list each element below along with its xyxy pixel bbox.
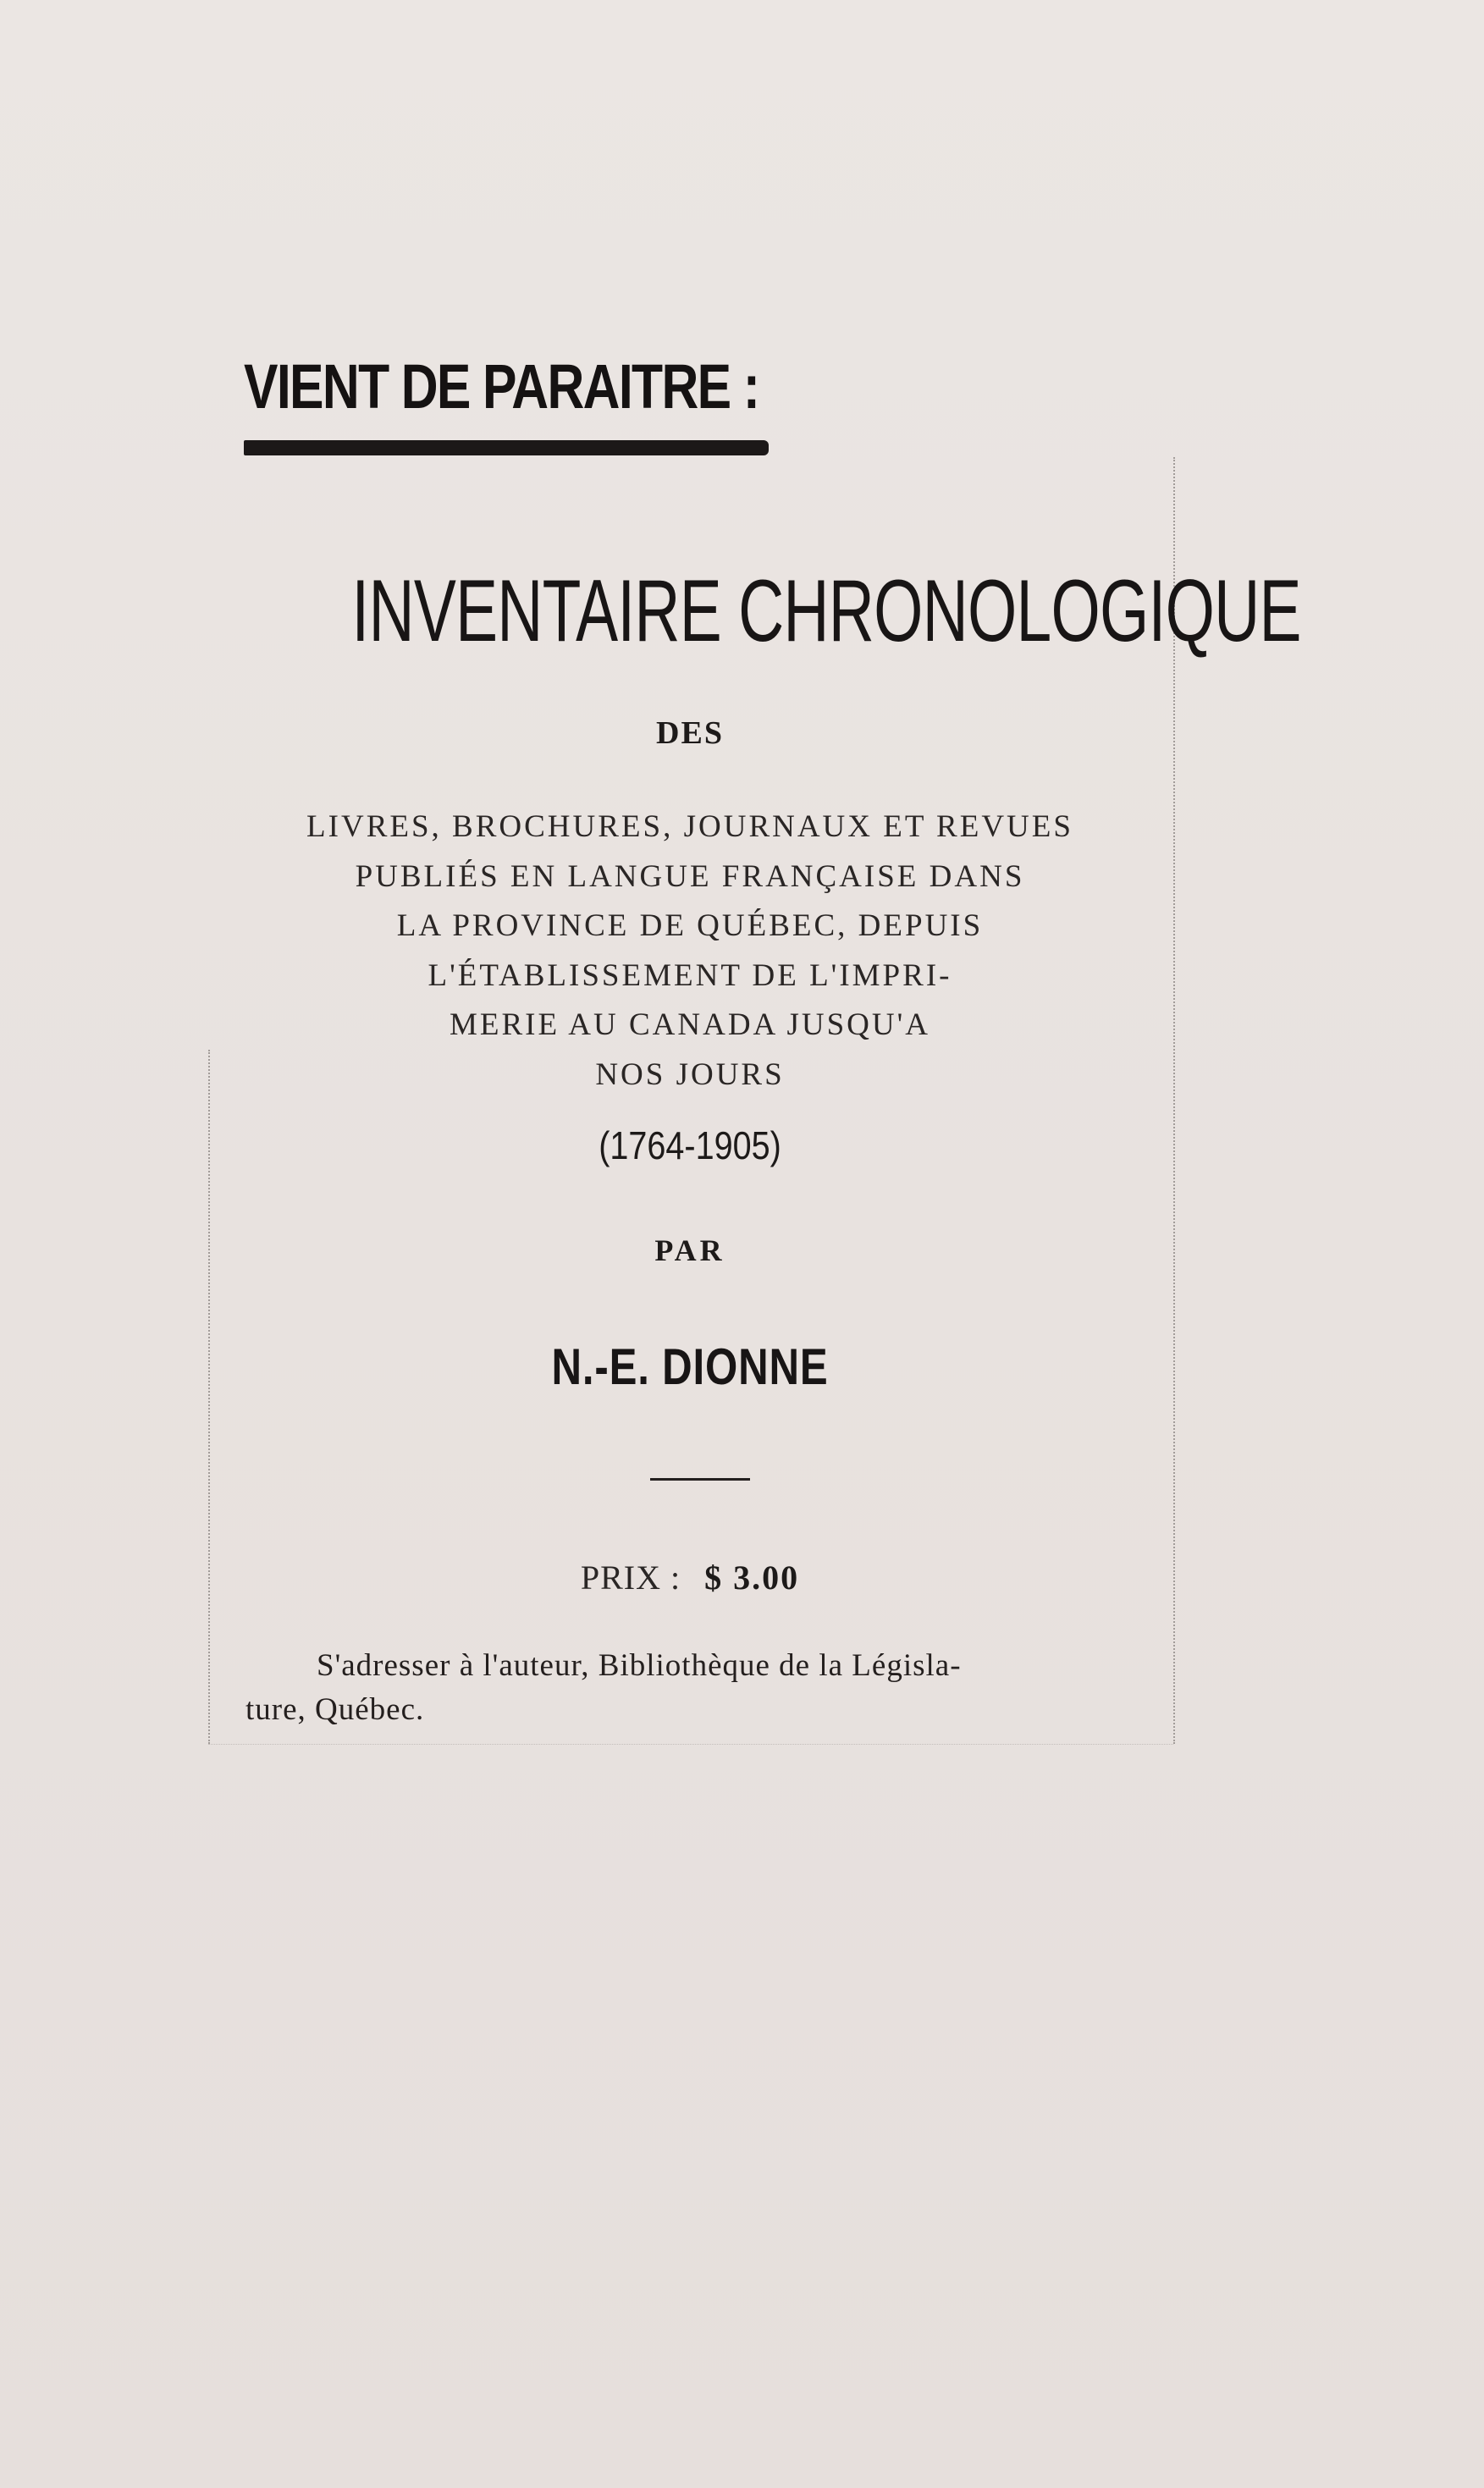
by-label: PAR bbox=[654, 1233, 725, 1267]
announcement-block bbox=[244, 351, 786, 422]
title-connector: DES bbox=[656, 715, 724, 751]
separator-rule bbox=[650, 1478, 750, 1481]
frame-border-bottom bbox=[208, 1744, 1173, 1745]
description-line: LIVRES, BROCHURES, JOURNAUX ET REVUES bbox=[306, 809, 1073, 844]
book-title: INVENTAIRE CHRONOLOGIQUE bbox=[351, 562, 1301, 660]
price-value: $ 3.00 bbox=[704, 1558, 800, 1597]
address-note bbox=[245, 1644, 1168, 1732]
book-description bbox=[220, 803, 1160, 1100]
frame-border-left bbox=[208, 1050, 210, 1744]
address-line: S'adresser à l'auteur, Bibliothèque de la Législa- bbox=[317, 1648, 962, 1683]
announcement-heading: VIENT DE PARAITRE : bbox=[244, 351, 759, 422]
description-line: NOS JOURS bbox=[595, 1056, 785, 1092]
description-line: MERIE AU CANADA JUSQU'A bbox=[449, 1007, 930, 1042]
description-line: LA PROVINCE DE QUÉBEC, DEPUIS bbox=[396, 908, 984, 943]
price-line bbox=[220, 1558, 1160, 1597]
heading-underline-bar bbox=[244, 440, 769, 455]
description-line: PUBLIÉS EN LANGUE FRANÇAISE DANS bbox=[355, 858, 1025, 894]
date-range: (1764-1905) bbox=[599, 1123, 781, 1167]
author-name: N.-E. DIONNE bbox=[551, 1338, 829, 1395]
price-label: PRIX : bbox=[580, 1558, 681, 1597]
address-line: ture, Québec. bbox=[245, 1692, 425, 1727]
description-line: L'ÉTABLISSEMENT DE L'IMPRI- bbox=[428, 957, 952, 993]
